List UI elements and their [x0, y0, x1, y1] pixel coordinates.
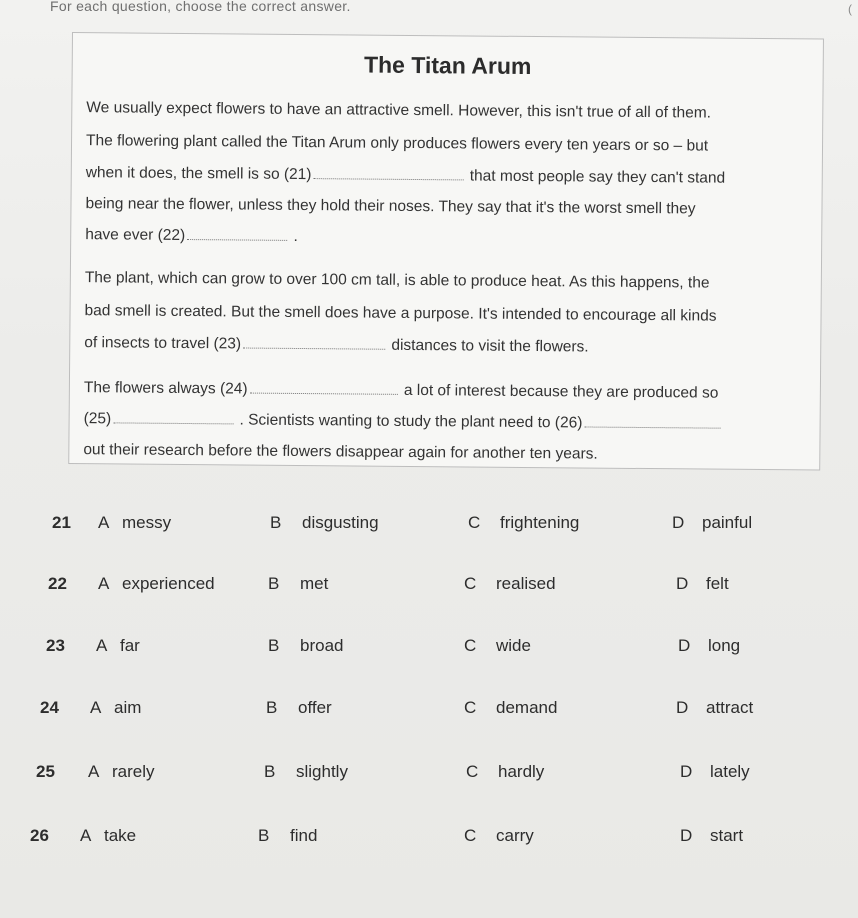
option-letter[interactable]: D [678, 636, 691, 655]
passage-line-text: bad smell is created. But the smell does have a purpose. It's intended to encourage all kinds [84, 302, 717, 325]
option-letter[interactable]: A [88, 762, 100, 781]
question-row [0, 574, 858, 604]
passage-line-text: that most people say they can't stand [465, 167, 726, 187]
passage-line-text: have ever (22) [85, 226, 186, 244]
option-letter[interactable]: C [464, 826, 477, 845]
option-letter[interactable]: C [468, 513, 481, 532]
option-text[interactable]: broad [300, 636, 344, 655]
option-letter[interactable]: B [268, 574, 280, 593]
passage-line-text: We usually expect flowers to have an attractive smell. However, this isn't true of all of them. [86, 99, 712, 122]
option-text[interactable]: carry [496, 826, 534, 845]
question-row [0, 762, 858, 792]
option-letter[interactable]: A [98, 513, 110, 532]
option-letter[interactable]: C [464, 698, 477, 717]
option-letter[interactable]: D [680, 762, 693, 781]
option-letter[interactable]: D [672, 513, 685, 532]
option-text[interactable]: long [708, 636, 741, 655]
option-text[interactable]: far [120, 636, 140, 655]
passage-line-text: . Scientists wanting to study the plant need to (26) [235, 411, 583, 432]
question-row [0, 826, 858, 856]
option-text[interactable]: messy [122, 513, 172, 532]
option-letter[interactable]: D [676, 574, 689, 593]
option-text[interactable]: find [290, 826, 318, 845]
option-text[interactable]: felt [706, 574, 729, 593]
option-letter[interactable]: D [676, 698, 689, 717]
option-text[interactable]: lately [710, 762, 750, 781]
passage-line-text: out their research before the flowers disappear again for another ten years. [83, 441, 598, 463]
option-text[interactable]: disgusting [302, 513, 379, 532]
question-row [0, 513, 858, 543]
page-corner-mark: ( [848, 2, 852, 16]
question-number: 23 [46, 636, 65, 655]
passage-line-text: when it does, the smell is so (21) [85, 164, 312, 184]
option-text[interactable]: take [104, 826, 137, 845]
question-number: 24 [40, 698, 59, 717]
option-letter[interactable]: A [90, 698, 102, 717]
option-text[interactable]: slightly [296, 762, 348, 781]
passage-line-text: of insects to travel (23) [84, 334, 242, 353]
question-number: 26 [30, 826, 49, 845]
question-number: 22 [48, 574, 67, 593]
passage-line-text: The plant, which can grow to over 100 cm tall, is able to produce heat. As this happens, the [84, 269, 710, 292]
option-letter[interactable]: C [466, 762, 479, 781]
option-text[interactable]: painful [702, 513, 753, 532]
passage-line-text: . [289, 227, 298, 245]
passage-line-text: The flowering plant called the Titan Arum only produces flowers every ten years or so – but [85, 132, 709, 155]
option-letter[interactable]: A [96, 636, 108, 655]
option-letter[interactable]: C [464, 636, 477, 655]
option-letter[interactable]: B [258, 826, 270, 845]
option-text[interactable]: attract [706, 698, 754, 717]
option-letter[interactable]: C [464, 574, 477, 593]
option-text[interactable]: aim [114, 698, 142, 717]
question-number: 25 [36, 762, 55, 781]
option-letter[interactable]: D [680, 826, 693, 845]
option-text[interactable]: realised [496, 574, 556, 593]
instruction-text: For each question, choose the correct answer. [50, 0, 351, 14]
option-letter[interactable]: B [270, 513, 282, 532]
option-text[interactable]: frightening [500, 513, 580, 532]
option-text[interactable]: start [710, 826, 744, 845]
passage-line-text: (25) [83, 410, 112, 428]
option-text[interactable]: experienced [122, 574, 215, 593]
passage-line-text: being near the flower, unless they hold their noses. They say that it's the worst smell they [85, 195, 696, 218]
option-text[interactable]: offer [298, 698, 332, 717]
passage-line-text: distances to visit the flowers. [387, 336, 589, 356]
option-letter[interactable]: A [80, 826, 92, 845]
option-letter[interactable]: B [266, 698, 278, 717]
passage-line-text: The flowers always (24) [83, 379, 248, 398]
question-row [0, 698, 858, 728]
option-letter[interactable]: A [98, 574, 110, 593]
option-text[interactable]: wide [496, 636, 531, 655]
passage-line-text: a lot of interest because they are produced so [399, 381, 719, 402]
option-text[interactable]: demand [496, 698, 558, 717]
option-text[interactable]: hardly [498, 762, 545, 781]
question-number: 21 [52, 513, 71, 532]
passage-title: The Titan Arum [363, 51, 532, 80]
option-letter[interactable]: B [268, 636, 280, 655]
option-letter[interactable]: B [264, 762, 276, 781]
option-text[interactable]: rarely [112, 762, 155, 781]
question-row [0, 636, 858, 666]
option-text[interactable]: met [300, 574, 329, 593]
